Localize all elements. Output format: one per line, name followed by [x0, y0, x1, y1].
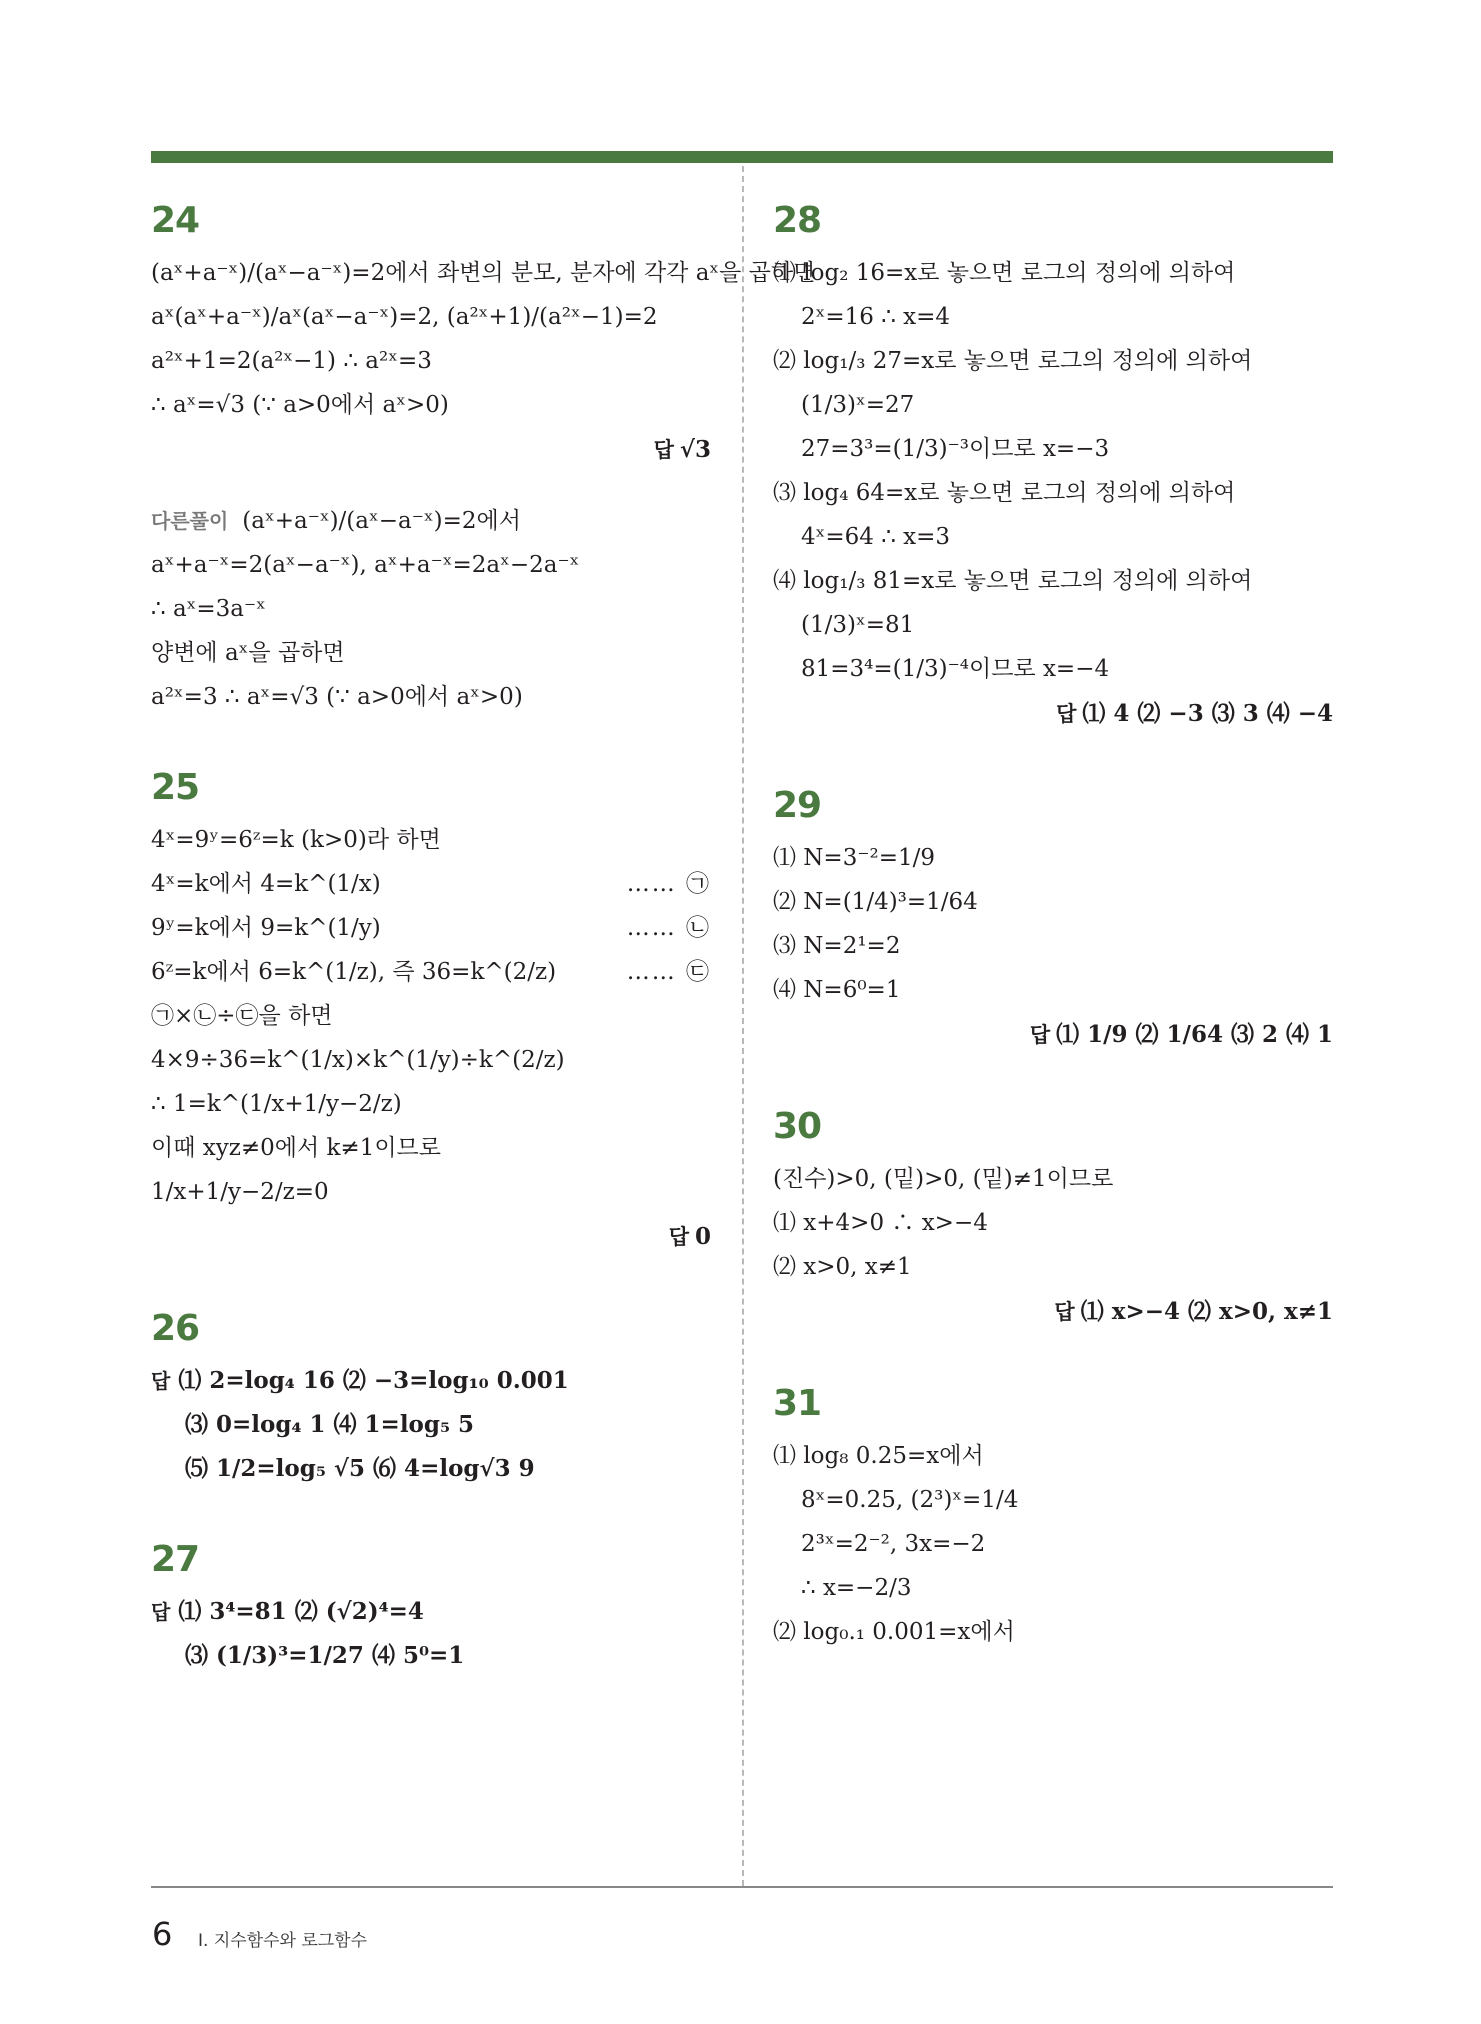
solution-line: 27=3³=(1/3)⁻³이므로 x=−3: [801, 436, 1110, 462]
alt-solution-line: [151, 499, 711, 543]
answer: [773, 1289, 1333, 1335]
solution-line: 4×9÷36=k^(1/x)×k^(1/y)÷k^(2/z): [151, 1047, 565, 1073]
answer-line: [151, 1359, 711, 1403]
solution-line: (1/3)ˣ=27: [801, 392, 915, 418]
answer-line: ⑶ 0=log₄ 1 ⑷ 1=log₅ 5: [185, 1411, 475, 1438]
problem-28: [773, 200, 1333, 737]
answer-label: 답: [668, 1225, 689, 1249]
footer-rule: [151, 1886, 1333, 1888]
solution-line: (1/3)ˣ=81: [801, 612, 915, 638]
solution-line: [151, 906, 711, 950]
line-text: 9ʸ=k에서 9=k^(1/y): [151, 915, 381, 941]
line-text: 6ᶻ=k에서 6=k^(1/z), 즉 36=k^(2/z): [151, 959, 557, 985]
page-number: 6: [152, 1915, 173, 1953]
solution-line: 4ˣ=9ʸ=6ᶻ=k (k>0)라 하면: [151, 827, 441, 853]
top-green-bar: [151, 151, 1333, 163]
alt-solution-line: a²ˣ=3 ∴ aˣ=√3 (∵ a>0에서 aˣ>0): [151, 684, 523, 710]
solution-line: 81=3⁴=(1/3)⁻⁴이므로 x=−4: [801, 656, 1110, 682]
solution-line: ⑴ N=3⁻²=1/9: [773, 845, 935, 871]
answer-value: ⑴ 4 ⑵ −3 ⑶ 3 ⑷ −4: [1082, 700, 1333, 727]
solution-line: ⑶ N=2¹=2: [773, 933, 901, 959]
answer: [151, 1214, 711, 1260]
solution-line: ㉠×㉡÷㉢을 하면: [151, 1003, 333, 1029]
equation-marker: …… ㉠: [626, 871, 711, 897]
alt-solution-line: ∴ aˣ=3a⁻ˣ: [151, 596, 266, 622]
problem-number: 25: [151, 767, 200, 808]
answer-line: [151, 1590, 711, 1634]
answer-value: 0: [694, 1223, 711, 1250]
answer-line: ⑶ (1/3)³=1/27 ⑷ 5⁰=1: [185, 1642, 465, 1669]
alt-line-text: (aˣ+a⁻ˣ)/(aˣ−a⁻ˣ)=2에서: [242, 508, 521, 534]
solution-line: a²ˣ+1=2(a²ˣ−1) ∴ a²ˣ=3: [151, 348, 432, 374]
solution-line: (진수)>0, (밑)>0, (밑)≠1이므로: [773, 1166, 1114, 1192]
problem-27: [151, 1539, 711, 1678]
solution-line: ⑴ log₂ 16=x로 놓으면 로그의 정의에 의하여: [773, 260, 1236, 286]
problem-number: 30: [773, 1106, 822, 1147]
solution-line: ⑷ log₁/₃ 81=x로 놓으면 로그의 정의에 의하여: [773, 568, 1253, 594]
solution-line: ⑴ log₈ 0.25=x에서: [773, 1443, 984, 1469]
solution-line: (aˣ+a⁻ˣ)/(aˣ−a⁻ˣ)=2에서 좌변의 분모, 분자에 각각 aˣ을 곱하면: [151, 260, 816, 286]
alt-solution-line: 양변에 aˣ을 곱하면: [151, 640, 345, 666]
answer-text: ⑴ 3⁴=81 ⑵ (√2)⁴=4: [178, 1598, 424, 1625]
problem-number: 29: [773, 785, 822, 826]
answer-label: 답: [1029, 1023, 1051, 1047]
equation-marker: …… ㉡: [626, 915, 711, 941]
problem-number: 26: [151, 1308, 200, 1349]
solution-line: 8ˣ=0.25, (2³)ˣ=1/4: [801, 1487, 1019, 1513]
column-divider: [742, 166, 744, 1886]
answer: [773, 691, 1333, 737]
answer: [773, 1012, 1333, 1058]
solution-line: 1/x+1/y−2/z=0: [151, 1179, 329, 1205]
answer: [151, 427, 711, 473]
solution-line: ∴ 1=k^(1/x+1/y−2/z): [151, 1091, 402, 1117]
solution-line: 2³ˣ=2⁻², 3x=−2: [801, 1531, 986, 1557]
answer-text: ⑴ 2=log₄ 16 ⑵ −3=log₁₀ 0.001: [178, 1367, 569, 1394]
alt-solution-label: 다른풀이: [151, 509, 229, 533]
answer-line: ⑸ 1/2=log₅ √5 ⑹ 4=log√3 9: [185, 1455, 535, 1482]
answer-label: 답: [151, 1369, 171, 1393]
answer-label: 답: [1056, 702, 1077, 726]
answer-label: 답: [151, 1600, 171, 1624]
solution-line: ⑵ x>0, x≠1: [773, 1254, 912, 1280]
solution-line: [151, 862, 711, 906]
alt-solution-line: aˣ+a⁻ˣ=2(aˣ−a⁻ˣ), aˣ+a⁻ˣ=2aˣ−2a⁻ˣ: [151, 552, 580, 578]
solution-line: 이때 xyz≠0에서 k≠1이므로: [151, 1135, 441, 1161]
problem-number: 31: [773, 1383, 822, 1424]
problem-29: [773, 785, 1333, 1058]
right-column: [773, 200, 1333, 1654]
problem-25: [151, 767, 711, 1260]
solution-line: [151, 950, 711, 994]
answer-value: ⑴ x>−4 ⑵ x>0, x≠1: [1080, 1298, 1333, 1325]
answer-label: 답: [653, 438, 674, 462]
solution-line: ⑵ log₀.₁ 0.001=x에서: [773, 1619, 1015, 1645]
chapter-title: Ⅰ. 지수함수와 로그함수: [198, 1931, 368, 1951]
problem-26: [151, 1308, 711, 1491]
problem-number: 24: [151, 200, 200, 241]
problem-number: 28: [773, 200, 822, 241]
equation-marker: …… ㉢: [626, 959, 711, 985]
solution-line: ⑵ log₁/₃ 27=x로 놓으면 로그의 정의에 의하여: [773, 348, 1253, 374]
solution-line: ⑷ N=6⁰=1: [773, 977, 901, 1003]
solution-line: ⑴ x+4>0 ∴ x>−4: [773, 1210, 988, 1236]
solution-line: ⑶ log₄ 64=x로 놓으면 로그의 정의에 의하여: [773, 480, 1236, 506]
solution-line: ⑵ N=(1/4)³=1/64: [773, 889, 978, 915]
answer-value: √3: [679, 436, 711, 463]
solution-line: ∴ x=−2/3: [801, 1575, 912, 1601]
answer-label: 답: [1054, 1300, 1075, 1324]
solution-line: ∴ aˣ=√3 (∵ a>0에서 aˣ>0): [151, 392, 449, 418]
problem-number: 27: [151, 1539, 200, 1580]
solution-line: aˣ(aˣ+a⁻ˣ)/aˣ(aˣ−a⁻ˣ)=2, (a²ˣ+1)/(a²ˣ−1)=2: [151, 304, 658, 330]
problem-31: [773, 1383, 1333, 1654]
problem-30: [773, 1106, 1333, 1335]
solution-line: 4ˣ=64 ∴ x=3: [801, 524, 951, 550]
solution-line: 2ˣ=16 ∴ x=4: [801, 304, 951, 330]
answer-value: ⑴ 1/9 ⑵ 1/64 ⑶ 2 ⑷ 1: [1056, 1021, 1333, 1048]
line-text: 4ˣ=k에서 4=k^(1/x): [151, 871, 381, 897]
